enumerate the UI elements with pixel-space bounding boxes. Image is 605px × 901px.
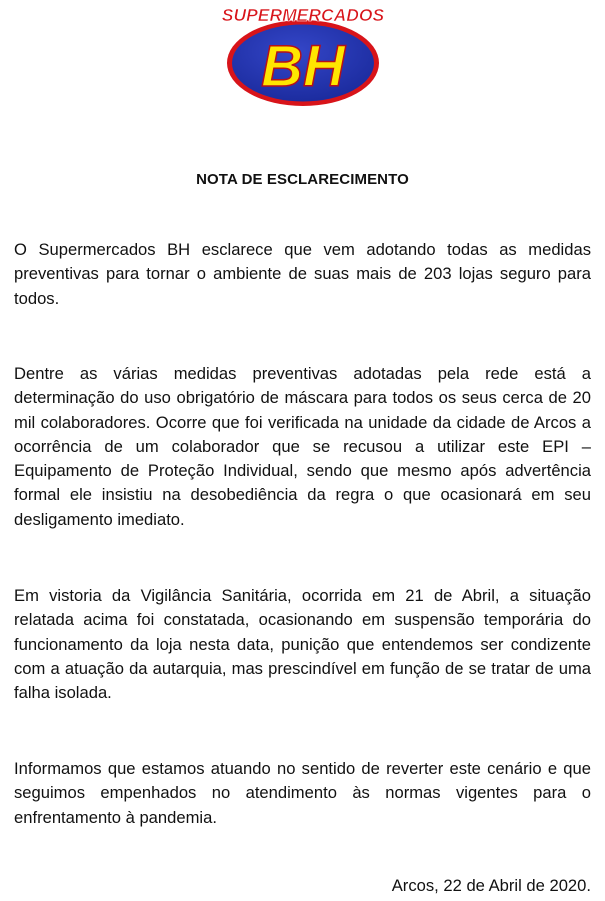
paragraph-4: Informamos que estamos atuando no sentido de reverter este cenário e que seguimos empenhados no atendimento às normas vigentes para o enfrentamento à pandemia.	[14, 759, 591, 827]
paragraph-3: Em vistoria da Vigilância Sanitária, ocorrida em 21 de Abril, a situação relatada acima foi constatada, ocasionando em suspensão temporária do funcionamento da loja nesta data, punição que entendemos ser condizente com a atuação da autarquia, mas prescindível em função de se tratar de uma falha isolada.	[14, 586, 591, 703]
logo-main-text: BH	[261, 34, 345, 99]
logo-top-text: SUPERMERCADOS	[221, 5, 385, 25]
paragraph-2: Dentre as várias medidas preventivas adotadas pela rede está a determinação do uso obrigatório de máscara para todos os seus cerca de 20 mil colaboradores. Ocorre que foi verificada na unidade da cidade de Arcos a ocorrência de um colaborador que se recusou a utilizar este EPI – Equipamento de Proteção Individual, sendo que mesmo após advertência formal ele insistiu na desobediência da regra o que ocasionará em seu desligamento imediato.	[14, 364, 591, 529]
logo-graphic	[213, 0, 393, 112]
paragraph-1: O Supermercados BH esclarece que vem adotando todas as medidas preventivas para tornar o ambiente de suas mais de 203 lojas seguro para todos.	[14, 240, 591, 308]
supermercados-bh-logo	[213, 0, 393, 112]
document-title: NOTA DE ESCLARECIMENTO	[196, 171, 409, 188]
signature-date: Arcos, 22 de Abril de 2020.	[391, 876, 591, 895]
